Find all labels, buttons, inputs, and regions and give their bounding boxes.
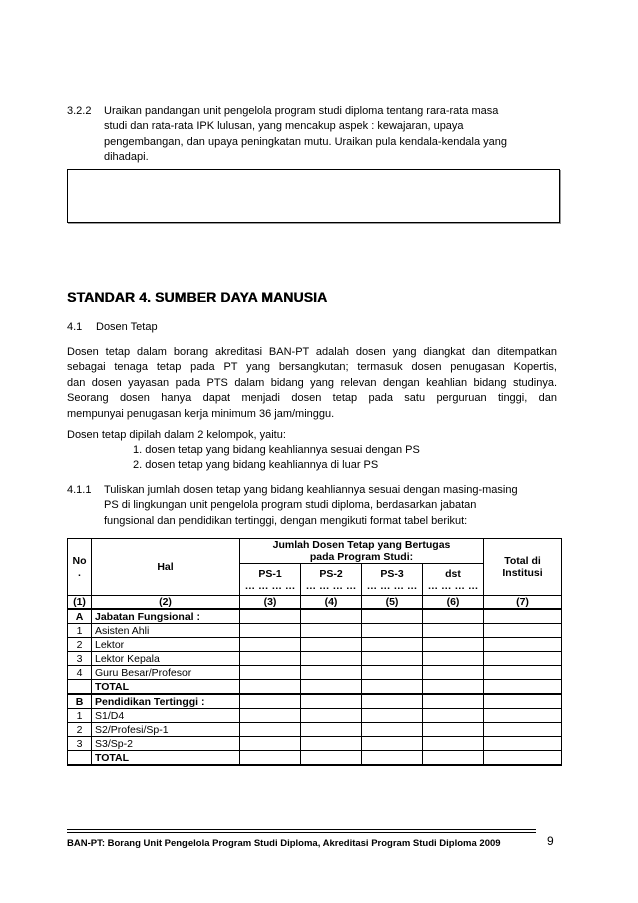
cell-ps-3[interactable] bbox=[362, 709, 423, 723]
row-label: S3/Sp-2 bbox=[92, 737, 240, 751]
paragraph-kelompok-intro: Dosen tetap dipilah dalam 2 kelompok, yaitu: bbox=[67, 429, 286, 441]
total-row bbox=[68, 751, 562, 766]
kelompok-item-1: 1. dosen tetap yang bidang keahliannya sesuai dengan PS bbox=[133, 444, 420, 456]
cell-ps-dst[interactable] bbox=[423, 737, 484, 751]
paragraph-line: Seorang dosen hanya dapat menjadi dosen tetap pada satu perguruan tinggi, dan bbox=[67, 392, 557, 405]
header-ps-dst bbox=[423, 564, 484, 596]
cell-ps-2[interactable] bbox=[301, 694, 362, 709]
ps-dots: … … … … bbox=[427, 579, 479, 592]
cell-ps-2[interactable] bbox=[301, 624, 362, 638]
column-number: (2) bbox=[92, 596, 240, 610]
cell-ps-1[interactable] bbox=[240, 666, 301, 680]
cell-total[interactable] bbox=[484, 624, 562, 638]
column-number: (1) bbox=[68, 596, 92, 610]
footer-divider bbox=[67, 829, 536, 830]
cell-ps-1[interactable] bbox=[240, 709, 301, 723]
cell-ps-1[interactable] bbox=[240, 723, 301, 737]
header-no-line: No bbox=[72, 555, 87, 567]
row-no: 3 bbox=[68, 652, 92, 666]
paragraph-line: sebagai tenaga tetap pada PT yang bersangkutan; termasuk dosen penugasan Kopertis, bbox=[67, 361, 557, 374]
row-no: 2 bbox=[68, 638, 92, 652]
section-411-number: 4.1.1 bbox=[67, 484, 92, 496]
row-label: S1/D4 bbox=[92, 709, 240, 723]
header-total-line: Institusi bbox=[502, 567, 543, 579]
column-number: (5) bbox=[362, 596, 423, 610]
cell-total[interactable] bbox=[484, 652, 562, 666]
row-label: Lektor Kepala bbox=[92, 652, 240, 666]
cell-total[interactable] bbox=[484, 737, 562, 751]
table-row bbox=[68, 737, 562, 751]
ps-label: PS-1 bbox=[258, 567, 282, 580]
paragraph-line: mempunyai penugasan kerja minimum 36 jam/minggu. bbox=[67, 407, 335, 420]
header-group bbox=[240, 539, 484, 564]
cell-ps-2[interactable] bbox=[301, 723, 362, 737]
section-b-header bbox=[68, 694, 562, 709]
cell-ps-3[interactable] bbox=[362, 680, 423, 695]
cell-ps-2[interactable] bbox=[301, 638, 362, 652]
cell-ps-3[interactable] bbox=[362, 638, 423, 652]
cell-total[interactable] bbox=[484, 751, 562, 766]
cell-ps-dst[interactable] bbox=[423, 709, 484, 723]
header-no-line: . bbox=[78, 567, 81, 579]
answer-box[interactable] bbox=[67, 169, 560, 223]
cell-total[interactable] bbox=[484, 709, 562, 723]
row-no: 1 bbox=[68, 624, 92, 638]
cell-total[interactable] bbox=[484, 638, 562, 652]
cell-ps-1[interactable] bbox=[240, 737, 301, 751]
cell-ps-1[interactable] bbox=[240, 680, 301, 695]
ps-dots: … … … … bbox=[305, 579, 357, 592]
cell-ps-dst[interactable] bbox=[423, 723, 484, 737]
cell-ps-1[interactable] bbox=[240, 652, 301, 666]
section-322-line: Uraikan pandangan unit pengelola program studi diploma tentang rara-rata masa bbox=[104, 105, 499, 117]
paragraph-line: Dosen tetap dalam borang akreditasi BAN-PT adalah dosen yang diangkat dan ditempatkan bbox=[67, 346, 557, 358]
row-label: Guru Besar/Profesor bbox=[92, 666, 240, 680]
section-411-line: Tuliskan jumlah dosen tetap yang bidang keahliannya sesuai dengan masing-masing bbox=[104, 484, 518, 496]
header-group-line: pada Program Studi: bbox=[309, 551, 414, 563]
row-label: Lektor bbox=[92, 638, 240, 652]
section-411-line: fungsional dan pendidikan tertinggi, dengan mengikuti format tabel berikut: bbox=[104, 514, 468, 527]
section-322-text bbox=[104, 104, 544, 166]
column-number: (4) bbox=[301, 596, 362, 610]
cell-total[interactable] bbox=[484, 680, 562, 695]
cell-total[interactable] bbox=[484, 694, 562, 709]
total-label: TOTAL bbox=[92, 680, 240, 695]
header-no bbox=[68, 539, 92, 596]
cell-ps-dst[interactable] bbox=[423, 624, 484, 638]
row-no: 4 bbox=[68, 666, 92, 680]
cell-ps-3[interactable] bbox=[362, 666, 423, 680]
cell-ps-3[interactable] bbox=[362, 609, 423, 624]
cell-ps-3[interactable] bbox=[362, 624, 423, 638]
cell-ps-2[interactable] bbox=[301, 680, 362, 695]
table-row bbox=[68, 723, 562, 737]
footer-text: BAN-PT: Borang Unit Pengelola Program Studi Diploma, Akreditasi Program Studi Diploma 2009 bbox=[67, 838, 501, 849]
cell-ps-3[interactable] bbox=[362, 751, 423, 766]
cell-ps-3[interactable] bbox=[362, 737, 423, 751]
section-322-line: dihadapi. bbox=[104, 151, 149, 164]
standard-heading: STANDAR 4. SUMBER DAYA MANUSIA bbox=[67, 289, 328, 305]
cell-ps-3[interactable] bbox=[362, 723, 423, 737]
cell-ps-1[interactable] bbox=[240, 624, 301, 638]
cell-total[interactable] bbox=[484, 666, 562, 680]
ps-label: PS-2 bbox=[319, 567, 343, 580]
cell-ps-dst[interactable] bbox=[423, 680, 484, 695]
section-title: Pendidikan Tertinggi : bbox=[92, 694, 240, 709]
cell-ps-1[interactable] bbox=[240, 609, 301, 624]
total-label: TOTAL bbox=[92, 751, 240, 766]
row-no bbox=[68, 680, 92, 695]
total-row bbox=[68, 680, 562, 695]
section-code: A bbox=[68, 609, 92, 624]
table-row bbox=[68, 638, 562, 652]
header-hal: Hal bbox=[92, 539, 240, 596]
cell-ps-2[interactable] bbox=[301, 709, 362, 723]
footer-divider bbox=[67, 832, 536, 833]
cell-ps-1[interactable] bbox=[240, 694, 301, 709]
cell-ps-dst[interactable] bbox=[423, 694, 484, 709]
ps-dots: … … … … bbox=[366, 579, 418, 592]
section-322-line: studi dan rata-rata IPK lulusan, yang mencakup aspek : kewajaran, upaya bbox=[104, 120, 464, 133]
row-label: Asisten Ahli bbox=[92, 624, 240, 638]
cell-ps-dst[interactable] bbox=[423, 638, 484, 652]
header-group-line: Jumlah Dosen Tetap yang Bertugas bbox=[272, 539, 451, 551]
cell-ps-2[interactable] bbox=[301, 609, 362, 624]
row-no bbox=[68, 751, 92, 766]
header-total bbox=[484, 539, 562, 596]
cell-ps-3[interactable] bbox=[362, 694, 423, 709]
column-number: (3) bbox=[240, 596, 301, 610]
section-411-text bbox=[104, 483, 558, 529]
section-title: Jabatan Fungsional : bbox=[92, 609, 240, 624]
column-number: (6) bbox=[423, 596, 484, 610]
cell-ps-1[interactable] bbox=[240, 638, 301, 652]
table-row bbox=[68, 666, 562, 680]
cell-total[interactable] bbox=[484, 609, 562, 624]
header-ps-1 bbox=[240, 564, 301, 596]
row-no: 1 bbox=[68, 709, 92, 723]
page-number: 9 bbox=[547, 834, 554, 848]
table-row bbox=[68, 652, 562, 666]
ps-label: dst bbox=[445, 567, 461, 580]
paragraph-dosen-tetap bbox=[67, 345, 557, 422]
dosen-tetap-table bbox=[67, 538, 562, 766]
row-no: 2 bbox=[68, 723, 92, 737]
ps-label: PS-3 bbox=[380, 567, 404, 580]
header-ps-3 bbox=[362, 564, 423, 596]
cell-ps-dst[interactable] bbox=[423, 666, 484, 680]
ps-dots: … … … … bbox=[244, 579, 296, 592]
cell-ps-3[interactable] bbox=[362, 652, 423, 666]
section-322-line: pengembangan, dan upaya peningkatan mutu. Uraikan pula kendala-kendala yang bbox=[104, 135, 508, 148]
paragraph-line: dan dosen yayasan pada PTS dalam bidang yang relevan dengan keahlian bidang studinya. bbox=[67, 376, 557, 389]
table-row bbox=[68, 709, 562, 723]
subsection-41-title: Dosen Tetap bbox=[96, 321, 158, 333]
kelompok-item-2: 2. dosen tetap yang bidang keahliannya di luar PS bbox=[133, 459, 379, 471]
cell-ps-2[interactable] bbox=[301, 652, 362, 666]
cell-ps-2[interactable] bbox=[301, 666, 362, 680]
section-code: B bbox=[68, 694, 92, 709]
row-no: 3 bbox=[68, 737, 92, 751]
section-322-number: 3.2.2 bbox=[67, 105, 92, 117]
section-411-line: PS di lingkungan unit pengelola program studi diploma, berdasarkan jabatan bbox=[104, 499, 477, 512]
row-label: S2/Profesi/Sp-1 bbox=[92, 723, 240, 737]
cell-ps-2[interactable] bbox=[301, 737, 362, 751]
table-row bbox=[68, 624, 562, 638]
column-number: (7) bbox=[484, 596, 562, 610]
header-ps-2 bbox=[301, 564, 362, 596]
cell-ps-1[interactable] bbox=[240, 751, 301, 766]
cell-ps-dst[interactable] bbox=[423, 609, 484, 624]
subsection-41-number: 4.1 bbox=[67, 321, 83, 333]
header-total-line: Total di bbox=[504, 555, 541, 567]
cell-ps-2[interactable] bbox=[301, 751, 362, 766]
section-a-header bbox=[68, 609, 562, 624]
cell-total[interactable] bbox=[484, 723, 562, 737]
cell-ps-dst[interactable] bbox=[423, 652, 484, 666]
cell-ps-dst[interactable] bbox=[423, 751, 484, 766]
